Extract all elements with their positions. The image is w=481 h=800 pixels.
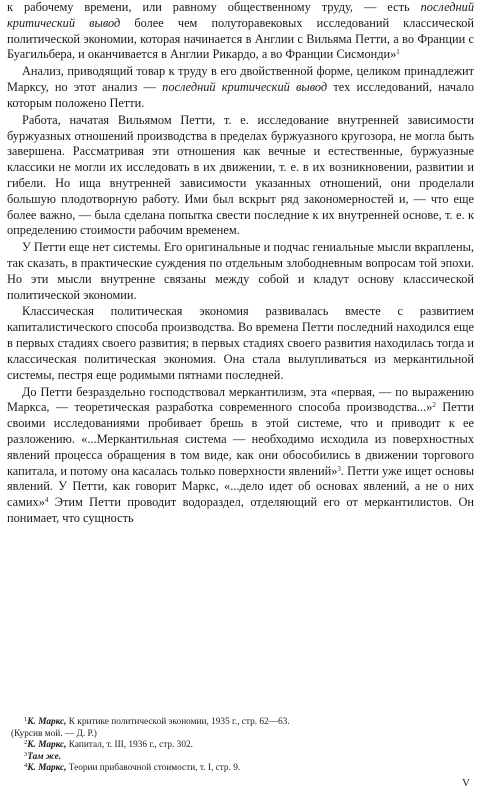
paragraph-6-text-d: Этим Петти проводит водораздел, отделяющий его от меркантилистов. Он понимает, что сущность bbox=[7, 495, 474, 525]
paragraph-2-text-b: тех исследований, начало которым положено Петти. bbox=[7, 80, 475, 110]
footnote-2-text: Капитал, т. III, 1936 г., стр. 302. bbox=[66, 740, 193, 751]
footnote-1-author: К. Маркс, bbox=[27, 717, 67, 727]
footnote-1-continuation: (Курсив мой. — Д. Р.) bbox=[11, 728, 97, 739]
paragraph-4 bbox=[7, 240, 474, 303]
paragraph-6 bbox=[7, 385, 474, 527]
paragraph-6-text-a: До Петти безраздельно господствовал меркантилизм, эта «первая, — по выражению Маркса, — теоретическая разработка современного способа производства...» bbox=[7, 384, 474, 415]
footnote-3-mark: 3 bbox=[24, 750, 28, 758]
footnote-ref-2: 2 bbox=[432, 401, 436, 410]
footnote-2-author: К. Маркс, bbox=[27, 740, 67, 751]
footnote-3 bbox=[11, 752, 474, 764]
paragraph-1-text-b: более чем полуторавековых исследований классической политической экономии, которая начинается в Англии с Вильяма Петти, а во Франции с Буагильбера, и оканчивается в Англии Рикардо, а во Франции Сисмонди» bbox=[7, 15, 474, 62]
footnote-2 bbox=[11, 740, 474, 752]
book-page bbox=[7, 0, 474, 800]
footnote-1-text: К критике политической экономии, 1935 г., стр. 62—63. bbox=[66, 717, 290, 727]
footnote-ref-1: 1 bbox=[396, 48, 400, 57]
paragraph-4-text: У Петти еще нет системы. Его оригинальные и подчас гениальные мысли вкраплены, так сказать, в практические суждения по отдельным злободневным вопросам той эпохи. Но эти мысли внутренне связаны между собой и кладут основу классической политической экономии. bbox=[7, 240, 474, 302]
footnotes bbox=[11, 717, 474, 775]
paragraph-5-text: Классическая политическая экономия развивалась вместе с развитием капиталистического способа производства. Во времена Петти последний находился еще в первых стадиях своего развития; в первых стадиях своего развития находилась тогда и классическая политическая экономия. Она стала вылупливаться из меркантильной системы, пестря еще родимыми пятнами последней. bbox=[7, 304, 474, 382]
footnote-4-mark: 4 bbox=[24, 762, 28, 770]
paragraph-2-italic: последний критический вывод bbox=[162, 80, 328, 95]
footnote-1 bbox=[11, 717, 474, 729]
paragraph-2 bbox=[7, 64, 474, 111]
footnote-1-mark: 1 bbox=[24, 716, 28, 723]
footnote-3-author: Там же. bbox=[27, 751, 62, 762]
paragraph-1-italic: последний критический вывод bbox=[7, 0, 474, 30]
paragraph-5 bbox=[7, 304, 474, 383]
paragraph-2-text-a: Анализ, приводящий товар к труду в его двойственной форме, целиком принадлежит Марксу, но этот анализ — bbox=[7, 64, 474, 95]
footnote-2-mark: 2 bbox=[24, 739, 28, 747]
footnote-ref-4: 4 bbox=[44, 496, 49, 505]
footnote-4 bbox=[11, 763, 474, 775]
footnote-4-text: Теории прибавочной стоимости, т. I, стр. 9. bbox=[66, 763, 241, 774]
paragraph-6-text-b: Петти своими исследованиями пробивает брешь в этой системе, что и приводит к ее разложению. «...Меркантильная система — необходимо исходила из поверхностных явлений процесса обращения в том виде, как они обособились в движении торгового капитала, и потому она касалась только поверхности явлений» bbox=[7, 400, 475, 478]
footnote-4-author: К. Маркс, bbox=[27, 763, 67, 774]
footnote-ref-3: 3 bbox=[337, 464, 341, 473]
paragraph-1 bbox=[7, 0, 474, 63]
body-text bbox=[7, 0, 474, 527]
paragraph-3-text: Работа, начатая Вильямом Петти, т. е. исследование внутренней зависимости буржуазных отношений производства в пределах буржуазного кругозора, не могла быть завершена. Рассматривая эти отношения как вечные и естественные, буржуазные классики не могли их исследовать в их движении, т. е. в их возникновении, развитии и гибели. Но ища внутренней зависимости указанных отношений, они проделали большую плодотворную работу. Ими был вскрыт ряд закономерностей и, — что еще более важно, — была сделана попытка свести последние к их внутренней основе, т. е. к определению стоимости рабочим временем. bbox=[7, 112, 474, 238]
paragraph-3 bbox=[7, 113, 474, 240]
page-number: V bbox=[462, 777, 470, 789]
paragraph-1-text-a: к рабочему времени, или равному общественному труду, — есть bbox=[7, 0, 421, 14]
paragraph-6-text-c: . Петти уже ищет основы явлений. У Петти, как говорит Маркс, «...дело идет об основах явлений, а не о них самих» bbox=[7, 463, 474, 510]
